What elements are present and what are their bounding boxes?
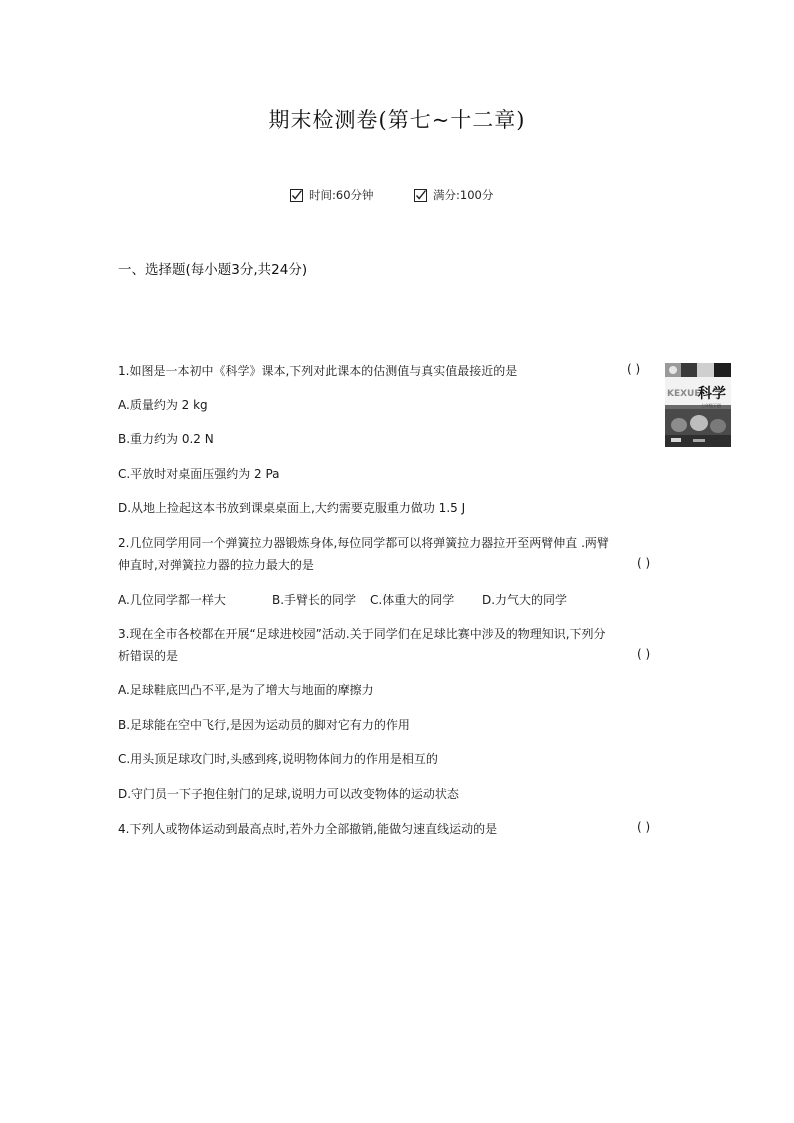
q3-option-d: D.守门员一下子抱住射门的足球,说明力可以改变物体的运动状态 — [118, 787, 459, 801]
q2-option-d: D.力气大的同学 — [482, 593, 568, 607]
q2-option-b: B.手臂长的同学 — [272, 593, 357, 607]
q2-stem-line2: 伸直时,对弹簧拉力器的拉力最大的是 — [118, 558, 314, 572]
checkbox-checked-icon — [414, 189, 427, 202]
q2-option-c: C.体重大的同学 — [370, 593, 455, 607]
svg-text:科学: 科学 — [698, 386, 726, 402]
q3-answer-bracket: ( ) — [637, 647, 651, 661]
page-title: 期末检测卷(第七~十二章) — [268, 108, 526, 132]
score-text: 满分:100分 — [433, 188, 494, 202]
q1-stem: 1.如图是一本初中《科学》课本,下列对此课本的估测值与真实值最接近的是 — [118, 364, 518, 378]
q3-stem-line1: 3.现在全市各校都在开展“足球进校园”活动.关于同学们在足球比赛中涉及的物理知识,下列分 — [118, 627, 606, 641]
time-info — [290, 187, 374, 203]
q1-answer-bracket: ( ) — [627, 362, 641, 376]
q2-option-a: A.几位同学都一样大 — [118, 593, 226, 607]
q3-stem-line2: 析错误的是 — [118, 649, 179, 663]
q4-stem: 4.下列人或物体运动到最高点时,若外力全部撤销,能做匀速直线运动的是 — [118, 822, 498, 836]
q1-option-a: A.质量约为 2 kg — [118, 398, 208, 412]
time-text: 时间:60分钟 — [309, 188, 374, 202]
q1-option-c: C.平放时对桌面压强约为 2 Pa — [118, 467, 280, 481]
q2-stem-line1: 2.几位同学用同一个弹簧拉力器锻炼身体,每位同学都可以将弹簧拉力器拉开至两臂伸直 .两臂 — [118, 536, 609, 550]
svg-text:KEXUE: KEXUE — [667, 389, 701, 399]
svg-text:七年级下册: 七年级下册 — [701, 403, 721, 408]
q2-answer-bracket: ( ) — [637, 556, 651, 570]
q3-option-c: C.用头顶足球攻门时,头感到疼,说明物体间力的作用是相互的 — [118, 752, 438, 766]
checkbox-checked-icon — [290, 189, 303, 202]
science-textbook-image — [665, 363, 731, 447]
q1-option-b: B.重力约为 0.2 N — [118, 432, 214, 446]
score-info — [414, 187, 493, 203]
q3-option-b: B.足球能在空中飞行,是因为运动员的脚对它有力的作用 — [118, 718, 410, 732]
q1-option-d: D.从地上捡起这本书放到课桌桌面上,大约需要克服重力做功 1.5 J — [118, 501, 466, 515]
section-heading: 一、选择题(每小题3分,共24分) — [118, 262, 308, 278]
q3-option-a: A.足球鞋底凹凸不平,是为了增大与地面的摩擦力 — [118, 683, 374, 697]
q4-answer-bracket: ( ) — [637, 820, 651, 834]
